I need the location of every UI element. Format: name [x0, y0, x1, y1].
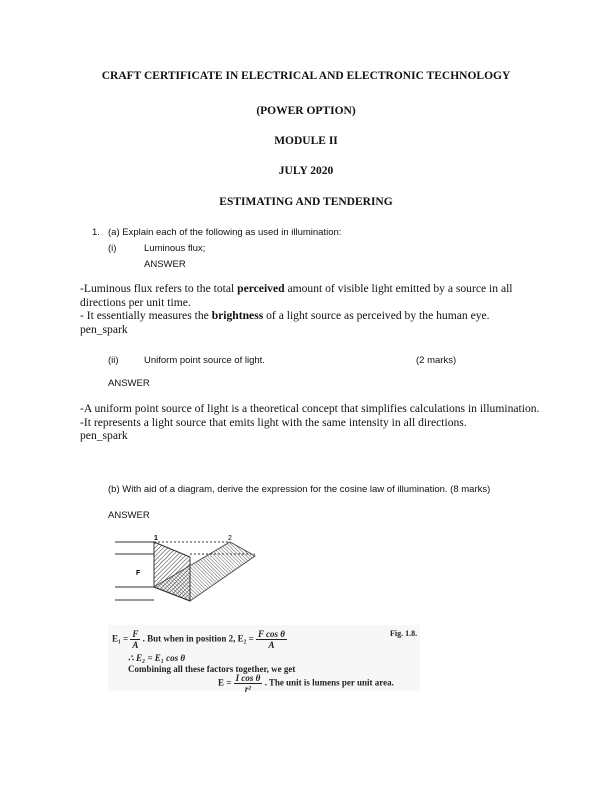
answer-ii-text — [80, 402, 540, 443]
answer-label: ANSWER — [144, 259, 186, 270]
answer-text: -Luminous flux refers to the total — [80, 282, 238, 295]
date-heading: JULY 2020 — [278, 165, 334, 177]
item-ii-label: (ii) — [108, 355, 119, 366]
bold-term: brightness — [211, 309, 264, 322]
question-1b: (b) With aid of a diagram, derive the expression for the cosine law of illumination. (8 marks) — [108, 484, 491, 495]
pen-spark-text: pen_spark — [80, 322, 128, 336]
question-number: 1. — [92, 227, 100, 238]
figure-label: Fig. 1.8. — [390, 629, 418, 638]
label-F: F — [136, 570, 141, 577]
answer-text: of a light source as perceived by the human eye. — [263, 309, 490, 322]
label-1: 1 — [154, 535, 158, 542]
answer-text: - It essentially measures the — [80, 309, 212, 322]
equation-image — [108, 625, 420, 694]
equation-4: E = $\frac{\text{I cos θ}}{\text{r²}}$ . The unit is lumens per unit area. — [218, 673, 394, 694]
pen-spark-text: pen_spark — [80, 429, 128, 442]
item-ii-text: Uniform point source of light. — [144, 355, 265, 366]
equation-2: ∴ E₂ = E₁ cos θ — [128, 653, 186, 663]
item-ii-marks: (2 marks) — [416, 355, 457, 366]
item-i-label: (i) — [108, 243, 117, 254]
module-heading: MODULE II — [274, 135, 338, 147]
bold-term: perceived — [237, 282, 285, 295]
item-i-text: Luminous flux; — [144, 243, 206, 254]
option-heading: (POWER OPTION) — [256, 105, 356, 117]
subject-heading: ESTIMATING AND TENDERING — [219, 196, 393, 208]
equation-3: Combining all these factors together, we get — [128, 664, 296, 674]
answer-text: amount of visible light emitted by a source in all directions per unit time. — [80, 282, 513, 309]
label-2: 2 — [228, 535, 232, 542]
answer-text: -A uniform point source of light is a theoretical concept that simplifies calculations in illumination. — [80, 402, 540, 415]
question-1a: (a) Explain each of the following as used in illumination: — [108, 227, 342, 238]
equation-1: E₁ = $\frac{F}{A}$ . But when in position 2, E₂ = $\frac{\text{F cos θ}}{A}$ — [112, 629, 285, 650]
answer-text: -It represents a light source that emits light with the same intensity in all directions. — [80, 415, 467, 429]
answer-i-text — [80, 282, 540, 336]
document-title: CRAFT CERTIFICATE IN ELECTRICAL AND ELECTRONIC TECHNOLOGY — [101, 70, 511, 82]
answer-label: ANSWER — [108, 510, 150, 521]
cosine-law-diagram — [110, 533, 270, 623]
answer-label: ANSWER — [108, 378, 150, 389]
